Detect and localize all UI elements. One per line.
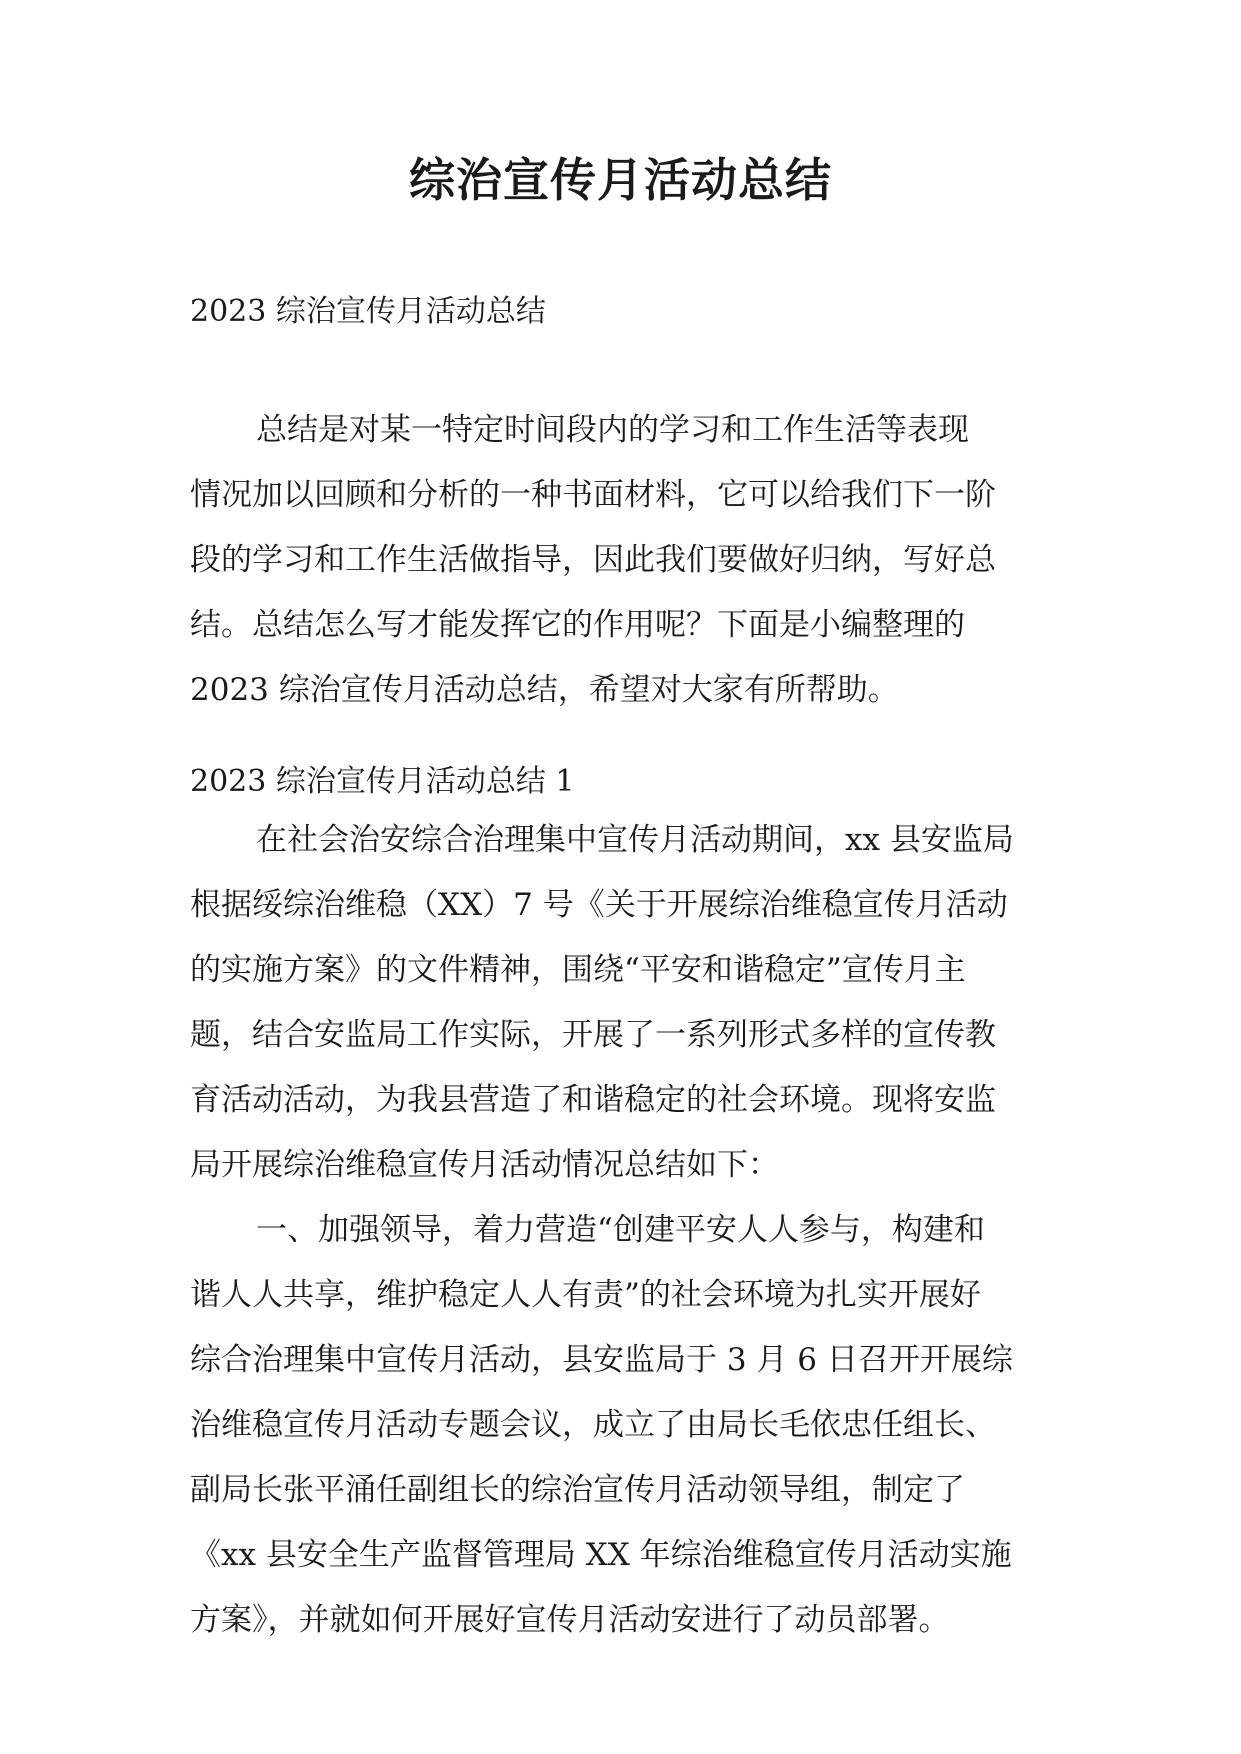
body-line: 《xx 县安全生产监督管理局 XX 年综治维稳宣传月活动实施 — [190, 1537, 1012, 1573]
body-line: 副局长张平涌任副组长的综治宣传月活动领导组，制定了 — [190, 1472, 965, 1508]
document-subtitle: 2023 综治宣传月活动总结 — [190, 294, 546, 329]
document-title: 综治宣传月活动总结 — [409, 153, 832, 207]
body-line: 一、加强领导，着力营造“创建平安人人参与，构建和 — [256, 1212, 985, 1248]
body-line: 的实施方案》的文件精神，围绕“平安和谐稳定”宣传月主 — [190, 952, 966, 988]
body-line: 谐人人共享，维护稳定人人有责”的社会环境为扎实开展好 — [190, 1277, 981, 1313]
intro-line: 2023 综治宣传月活动总结，希望对大家有所帮助。 — [190, 672, 899, 708]
intro-line: 结。总结怎么写才能发挥它的作用呢？下面是小编整理的 — [190, 607, 965, 643]
body-line: 根据绥综治维稳（XX）7 号《关于开展综治维稳宣传月活动 — [190, 887, 1008, 923]
body-line: 治维稳宣传月活动专题会议，成立了由局长毛依忠任组长、 — [190, 1407, 996, 1443]
intro-paragraph — [190, 398, 1060, 723]
body-line: 方案》，并就如何开展好宣传月活动安进行了动员部署。 — [190, 1602, 950, 1638]
section-body — [190, 808, 1060, 1653]
body-line: 题，结合安监局工作实际，开展了一系列形式多样的宣传教 — [190, 1017, 996, 1053]
section-heading: 2023 综治宣传月活动总结 1 — [190, 764, 575, 799]
intro-line: 总结是对某一特定时间段内的学习和工作生活等表现 — [256, 412, 969, 448]
body-line: 育活动活动，为我县营造了和谐稳定的社会环境。现将安监 — [190, 1082, 996, 1118]
intro-line: 段的学习和工作生活做指导，因此我们要做好归纳，写好总 — [190, 542, 996, 578]
body-line: 局开展综治维稳宣传月活动情况总结如下： — [190, 1147, 779, 1183]
body-line: 在社会治安综合治理集中宣传月活动期间，xx 县安监局 — [256, 822, 1014, 858]
body-line: 综合治理集中宣传月活动，县安监局于 3 月 6 日召开开展综 — [190, 1342, 1013, 1378]
intro-line: 情况加以回顾和分析的一种书面材料，它可以给我们下一阶 — [190, 477, 996, 513]
